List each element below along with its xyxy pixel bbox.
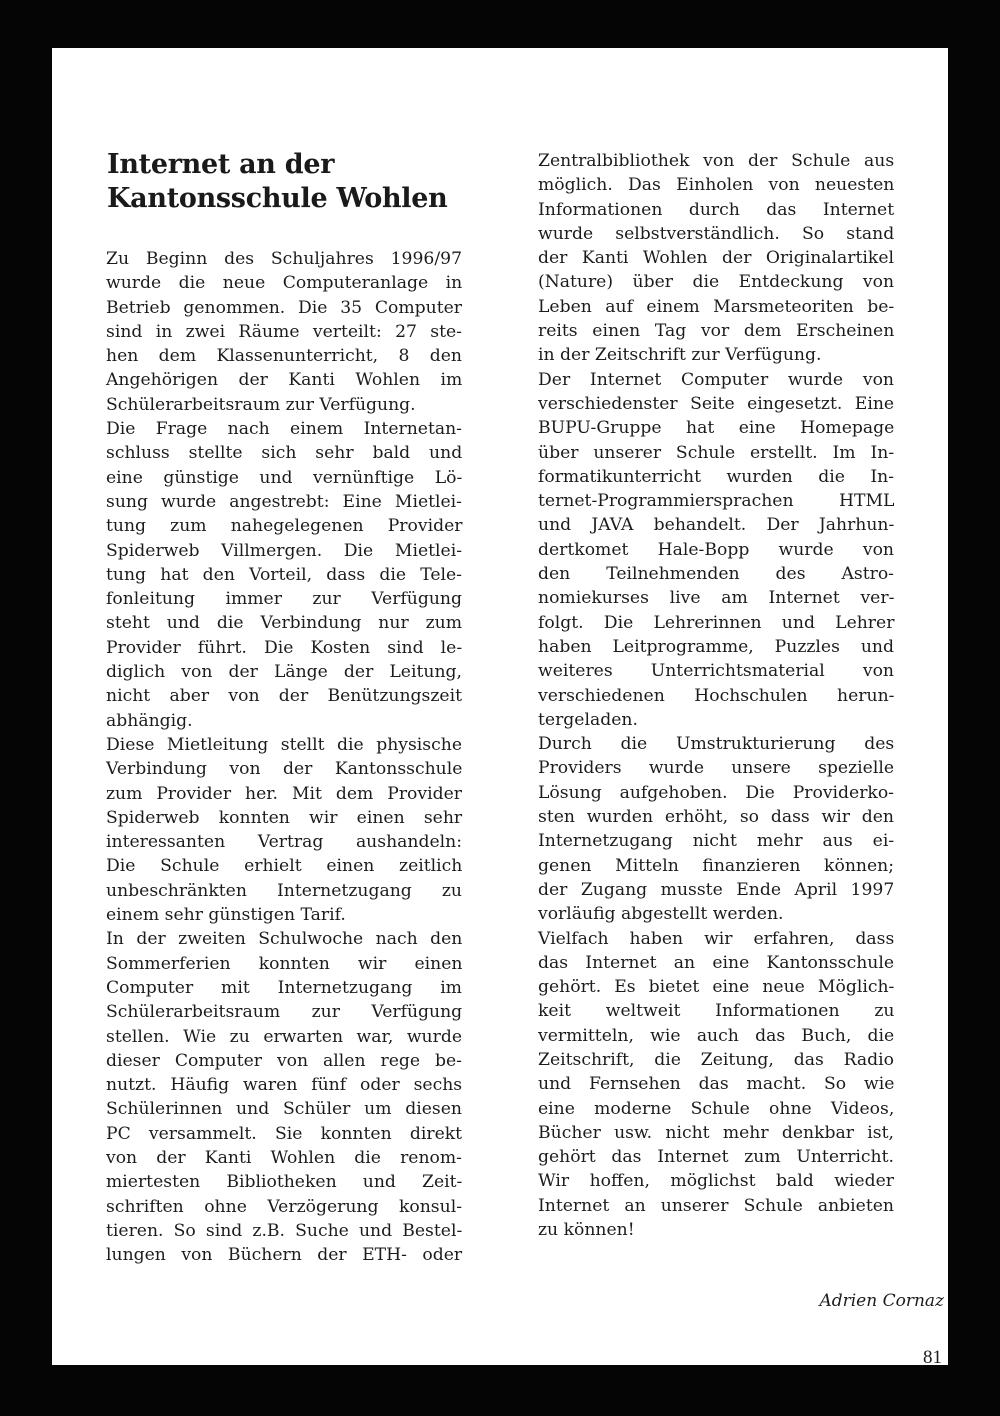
text-line: gehört. Es bietet eine neue Möglich- [538, 977, 895, 998]
text-line: Zu Beginn des Schuljahres 1996/97 [106, 249, 462, 269]
text-line: keit weltweit Informationen zu [538, 1001, 895, 1022]
text-line: abhängig. [106, 710, 193, 731]
text-line: nicht aber von der Benützungszeit [106, 686, 462, 707]
text-line: Internetzugang nicht mehr aus ei- [538, 831, 895, 852]
text-line: (Nature) über die Entdeckung von [538, 272, 895, 293]
text-line: vorläufig abgestellt werden. [538, 904, 784, 925]
text-line: formatikunterricht wurden die In- [538, 466, 895, 487]
text-line: Informationen durch das Internet [538, 199, 895, 220]
text-line: verschiedenster Seite eingesetzt. Eine [538, 393, 895, 414]
text-line: eine moderne Schule ohne Videos, [538, 1098, 895, 1119]
text-line: tung zum nahegelegenen Provider [106, 516, 463, 537]
text-line: einem sehr günstigen Tarif. [106, 905, 346, 926]
text-line: Durch die Umstrukturierung des [538, 734, 895, 755]
text-line: wurde selbstverständlich. So stand [538, 223, 895, 244]
author-signature: Adrien Cornaz [819, 1291, 944, 1311]
text-line: Schülerarbeitsraum zur Verfügung [106, 1002, 463, 1023]
text-line: Sommerferien konnten wir einen [106, 953, 463, 974]
text-line: stellen. Wie zu erwarten war, wurde [106, 1026, 462, 1047]
text-line: sung wurde angestrebt: Eine Mietlei- [106, 491, 462, 512]
text-line: der Zugang musste Ende April 1997 [538, 879, 895, 900]
text-line: Wir hoffen, möglichst bald wieder [538, 1171, 894, 1192]
text-line: den Teilnehmenden des Astro- [538, 564, 894, 585]
text-line: dieser Computer von allen rege be- [106, 1050, 462, 1071]
article-title-line-2: Kantonsschule Wohlen [107, 183, 448, 214]
text-line: Schülerarbeitsraum zur Verfügung. [106, 394, 416, 415]
text-line: Providers wurde unsere spezielle [538, 758, 894, 779]
text-line: interessanten Vertrag aushandeln: [106, 832, 462, 853]
text-line: von der Kanti Wohlen die renom- [106, 1147, 462, 1168]
text-line: der Kanti Wohlen der Originalartikel [538, 248, 894, 269]
text-line: Spiderweb konnten wir einen sehr [106, 807, 463, 828]
text-line: Verbindung von der Kantonsschule [106, 759, 463, 780]
text-line: gehört das Internet zum Unterricht. [538, 1147, 894, 1168]
text-line: Der Internet Computer wurde von [538, 369, 894, 390]
text-line: fonleitung immer zur Verfügung [106, 589, 462, 610]
article-title [107, 148, 507, 216]
text-line: Die Schule erhielt einen zeitlich [106, 856, 463, 877]
text-line: nutzt. Häufig waren fünf oder sechs [106, 1075, 463, 1096]
text-line: haben Leitprogramme, Puzzles und [538, 636, 894, 657]
text-line: genen Mitteln finanzieren können; [538, 855, 894, 876]
document-page [52, 48, 948, 1368]
text-line: zu können! [538, 1220, 635, 1241]
text-line: Vielfach haben wir erfahren, dass [538, 928, 895, 949]
text-line: Schülerinnen und Schüler um diesen [106, 1099, 462, 1120]
right-text-column [538, 149, 894, 1242]
text-line: sind in zwei Räume verteilt: 27 ste- [106, 321, 462, 342]
text-line: Die Frage nach einem Internetan- [106, 419, 462, 440]
text-line: möglich. Das Einholen von neuesten [538, 175, 895, 196]
text-line: und Fernsehen das macht. So wie [538, 1074, 895, 1095]
text-line: reits einen Tag vor dem Erscheinen [538, 321, 895, 342]
text-line: wurde die neue Computeranlage in [106, 273, 463, 294]
text-line: in der Zeitschrift zur Verfügung. [538, 345, 822, 366]
text-line: eine günstige und vernünftige Lö- [106, 467, 463, 488]
text-line: Betrieb genommen. Die 35 Computer [106, 297, 462, 318]
text-line: hen dem Klassenunterricht, 8 den [106, 346, 462, 367]
text-line: schriften ohne Verzögerung konsul- [106, 1196, 462, 1217]
text-line: Zeitschrift, die Zeitung, das Radio [538, 1049, 894, 1070]
text-line: unbeschränkten Internetzugang zu [106, 880, 462, 901]
text-line: BUPU-Gruppe hat eine Homepage [538, 418, 895, 439]
text-line: lungen von Büchern der ETH- oder [106, 1245, 463, 1266]
text-line: tung hat den Vorteil, dass die Tele- [106, 564, 462, 585]
text-line: Provider führt. Die Kosten sind le- [106, 637, 463, 658]
text-line: Lösung aufgehoben. Die Providerko- [538, 782, 894, 803]
text-line: über unserer Schule erstellt. Im In- [538, 442, 895, 463]
text-line: miertesten Bibliotheken und Zeit- [106, 1172, 463, 1193]
text-line: Spiderweb Villmergen. Die Mietlei- [106, 540, 462, 561]
text-line: schluss stellte sich sehr bald und [106, 443, 463, 464]
text-line: dertkomet Hale-Bopp wurde von [538, 539, 894, 560]
text-line: zum Provider her. Mit dem Provider [106, 783, 462, 804]
text-line: Internet an unserer Schule anbieten [538, 1195, 894, 1216]
left-text-column [106, 247, 462, 1267]
text-line: Computer mit Internetzugang im [106, 977, 462, 998]
text-line: ternet-Programmiersprachen HTML [538, 491, 895, 512]
text-line: diglich von der Länge der Leitung, [106, 662, 462, 683]
text-line: tergeladen. [538, 709, 638, 730]
text-line: sten wurden erhöht, so dass wir den [538, 807, 894, 828]
text-line: Leben auf einem Marsmeteoriten be- [538, 296, 895, 317]
text-line: In der zweiten Schulwoche nach den [106, 929, 463, 950]
text-line: und JAVA behandelt. Der Jahrhun- [538, 515, 895, 536]
text-line: Zentralbibliothek von der Schule aus [538, 151, 895, 171]
text-line: tieren. So sind z.B. Suche und Bestel- [106, 1220, 463, 1241]
text-line: Diese Mietleitung stellt die physische [106, 734, 462, 755]
text-line: verschiedenen Hochschulen herun- [538, 685, 895, 706]
text-line: steht und die Verbindung nur zum [106, 613, 462, 634]
text-line: PC versammelt. Sie konnten direkt [106, 1123, 463, 1144]
text-line: Angehörigen der Kanti Wohlen im [106, 370, 463, 391]
text-line: das Internet an eine Kantonsschule [538, 952, 895, 973]
text-line: folgt. Die Lehrerinnen und Lehrer [538, 612, 895, 633]
text-line: vermitteln, wie auch das Buch, die [538, 1025, 895, 1046]
text-line: nomiekurses live am Internet ver- [538, 588, 895, 609]
article-title-line-1: Internet an der [107, 149, 335, 180]
text-line: Bücher usw. nicht mehr denkbar ist, [538, 1122, 894, 1143]
text-line: weiteres Unterrichtsmaterial von [538, 661, 894, 682]
page-number: 81 [923, 1347, 942, 1368]
